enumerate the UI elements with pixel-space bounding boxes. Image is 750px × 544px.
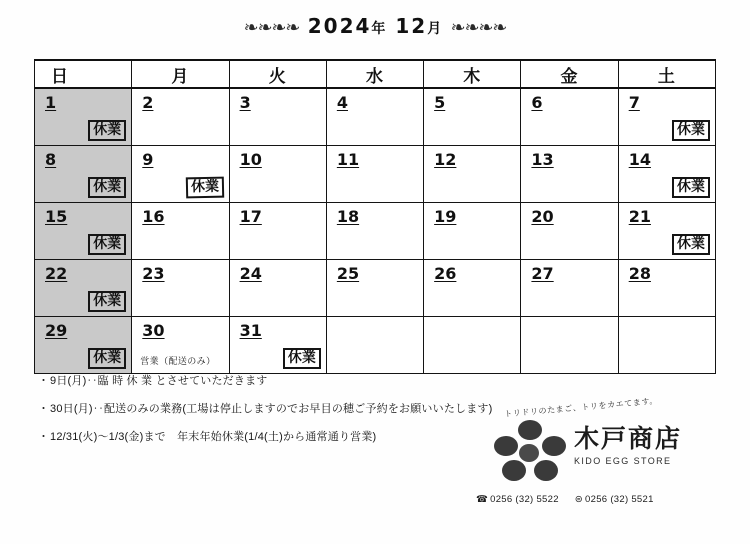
day-number: 27	[531, 263, 554, 283]
day-number: 6	[531, 93, 543, 112]
day-number: 17	[239, 206, 262, 226]
closed-stamp: 休業	[672, 177, 710, 198]
calendar-empty-cell	[521, 316, 618, 373]
day-number: 13	[531, 149, 554, 169]
note-text: 30日(月)‥配送のみの業務(工場は停止しますのでお早目の穂ご予約をお願いいたします)	[50, 403, 493, 416]
day-number: 3	[239, 93, 251, 112]
day-number: 10	[239, 149, 262, 169]
day-number: 1	[45, 93, 57, 112]
contact-phones	[476, 494, 654, 505]
day-number: 11	[336, 149, 360, 169]
phone-fax	[575, 494, 654, 505]
title-year: 2024	[307, 14, 372, 38]
closed-stamp: 休業	[283, 348, 321, 369]
day-number: 30	[142, 320, 165, 340]
day-number: 25	[336, 263, 360, 283]
calendar-day-cell[interactable]	[326, 202, 423, 259]
closed-stamp: 休業	[88, 120, 126, 141]
notes-list	[38, 375, 508, 460]
day-number: 23	[142, 263, 165, 283]
note-text: 9日(月)‥臨 時 休 業 とさせていただきます	[50, 375, 268, 387]
calendar-empty-cell	[618, 316, 715, 373]
calendar-day-cell[interactable]	[132, 145, 229, 202]
calendar-day-cell[interactable]	[424, 88, 521, 145]
phone-fax-number: 0256 (32) 5521	[585, 494, 654, 505]
calendar-week-row	[35, 145, 716, 202]
weekday-sun: 日	[35, 60, 132, 88]
phone-primary-number: 0256 (32) 5522	[490, 494, 559, 505]
weekday-fri: 金	[521, 60, 618, 88]
day-number: 7	[628, 93, 640, 112]
calendar-day-cell[interactable]	[35, 88, 132, 145]
day-number: 29	[45, 320, 68, 340]
day-number: 20	[531, 206, 554, 226]
calendar-day-cell[interactable]	[326, 88, 423, 145]
day-number: 8	[45, 149, 57, 169]
calendar-day-cell[interactable]	[326, 145, 423, 202]
calendar-day-cell[interactable]	[521, 259, 618, 316]
calendar-day-cell[interactable]	[521, 145, 618, 202]
calendar-day-cell[interactable]	[132, 202, 229, 259]
calendar-day-cell[interactable]	[132, 316, 229, 373]
calendar-day-cell[interactable]	[424, 202, 521, 259]
page-title	[0, 14, 750, 38]
phone-primary	[476, 494, 559, 505]
fax-icon: ⊜	[574, 494, 584, 505]
calendar-day-cell[interactable]	[229, 88, 326, 145]
weekday-mon: 月	[132, 60, 229, 88]
brand-name	[574, 426, 682, 466]
calendar-day-cell[interactable]	[132, 88, 229, 145]
ornament-left-icon: ❧❧❧❧	[243, 18, 300, 37]
calendar-body	[35, 88, 716, 373]
calendar-day-cell[interactable]	[35, 145, 132, 202]
closed-stamp: 休業	[672, 234, 710, 255]
calendar-day-cell[interactable]	[229, 259, 326, 316]
calendar-day-cell[interactable]	[424, 259, 521, 316]
day-number: 28	[628, 263, 651, 283]
day-number: 5	[434, 93, 446, 112]
day-number: 26	[434, 263, 457, 283]
calendar-day-cell[interactable]	[35, 202, 132, 259]
title-month-unit: 月	[427, 21, 443, 37]
calendar-header	[35, 60, 716, 88]
day-number: 14	[628, 149, 651, 169]
brand-name-jp: 木戸商店	[574, 424, 683, 453]
weekday-wed: 水	[326, 60, 423, 88]
calendar-week-row	[35, 259, 716, 316]
calendar-table	[34, 59, 716, 374]
note-bullet-icon: ・	[38, 403, 50, 416]
calendar-day-cell[interactable]	[521, 202, 618, 259]
calendar-day-cell[interactable]	[424, 145, 521, 202]
weekday-sat: 土	[618, 60, 715, 88]
note-item	[38, 431, 508, 444]
day-number: 22	[45, 263, 68, 283]
day-number: 19	[434, 206, 457, 226]
calendar-day-cell[interactable]	[132, 259, 229, 316]
title-month: 12	[395, 14, 428, 38]
weekday-header-row	[35, 60, 716, 88]
calendar-week-row	[35, 316, 716, 373]
brand-name-en: KIDO EGG STORE	[574, 456, 672, 467]
calendar-day-cell[interactable]	[35, 316, 132, 373]
calendar-day-cell[interactable]	[618, 259, 715, 316]
note-text: 12/31(火)～1/3(金)まで 年末年始休業(1/4(土)から通常通り営業)	[50, 431, 377, 444]
note-bullet-icon: ・	[38, 431, 50, 444]
calendar-empty-cell	[424, 316, 521, 373]
note-item	[38, 403, 508, 416]
calendar-day-cell[interactable]	[521, 88, 618, 145]
closed-stamp: 休業	[88, 348, 126, 369]
weekday-thu: 木	[424, 60, 521, 88]
day-number: 31	[239, 320, 262, 340]
day-number: 15	[45, 206, 68, 226]
calendar-week-row	[35, 88, 716, 145]
day-note: 営業（配送のみ）	[140, 355, 216, 366]
calendar-day-cell[interactable]	[618, 88, 715, 145]
calendar-day-cell[interactable]	[229, 145, 326, 202]
day-number: 9	[142, 149, 154, 169]
calendar-day-cell[interactable]	[618, 145, 715, 202]
calendar-day-cell[interactable]	[229, 202, 326, 259]
calendar-day-cell[interactable]	[618, 202, 715, 259]
telephone-icon: ☎	[476, 494, 489, 505]
weekday-tue: 火	[229, 60, 326, 88]
day-number: 4	[336, 93, 348, 112]
closed-stamp: 休業	[672, 120, 710, 141]
calendar-empty-cell	[326, 316, 423, 373]
closed-stamp: 休業	[185, 176, 223, 198]
note-item	[38, 375, 508, 388]
day-number: 21	[628, 206, 651, 226]
ornament-right-icon: ❧❧❧❧	[450, 18, 507, 37]
day-number: 24	[239, 263, 262, 283]
calendar-day-cell[interactable]	[35, 259, 132, 316]
store-logo	[468, 396, 718, 514]
day-number: 18	[336, 206, 360, 226]
note-bullet-icon: ・	[38, 375, 50, 387]
closed-stamp: 休業	[88, 234, 126, 255]
day-number: 12	[434, 149, 457, 169]
calendar-week-row	[35, 202, 716, 259]
title-year-unit: 年	[371, 21, 387, 37]
title-text	[308, 14, 442, 38]
calendar-day-cell[interactable]	[229, 316, 326, 373]
flower-logo-icon	[494, 420, 566, 486]
day-number: 2	[142, 93, 154, 112]
calendar-day-cell[interactable]	[326, 259, 423, 316]
day-number: 16	[142, 206, 165, 226]
closed-stamp: 休業	[88, 177, 126, 198]
logo-tagline: トリドリのたまご、トリをカエてます。	[503, 396, 659, 419]
closed-stamp: 休業	[88, 291, 126, 312]
